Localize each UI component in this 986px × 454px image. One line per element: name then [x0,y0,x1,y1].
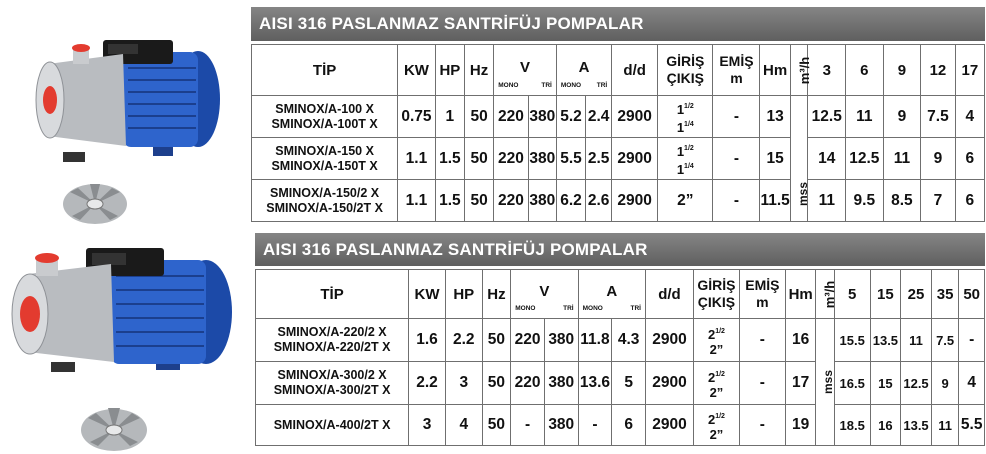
kw-value: 1.1 [398,180,436,222]
section-title: AISI 316 PASLANMAZ SANTRİFÜJ POMPALAR [251,7,985,41]
v-tri-value: 380 [544,319,578,362]
hm-value: 16 [785,319,816,362]
port-size: 2” [658,180,713,222]
header-hz: Hz [464,45,493,96]
a-mono-value: 5.2 [556,96,585,138]
head-value: 9.5 [846,180,884,222]
kw-value: 0.75 [398,96,436,138]
table-row [252,180,985,222]
rpm-value: 2900 [612,138,658,180]
head-value: 11 [931,405,959,446]
head-value: 13.5 [901,405,932,446]
hm-value: 13 [760,96,790,138]
hp-value: 4 [445,405,482,446]
a-mono-value: 11.8 [578,319,612,362]
header-tip: TİP [252,45,398,96]
header-suction: EMİŞ m [739,270,785,319]
v-mono-value: - [511,405,545,446]
suction-value: - [713,138,760,180]
head-value: 16.5 [834,362,870,405]
header-flow-2: 6 [846,45,884,96]
hz-value: 50 [482,319,511,362]
model-name: SMINOX/A-400/2T X [256,405,409,446]
spec-section-1 [251,7,985,222]
hm-value: 17 [785,362,816,405]
header-flow-5: 17 [955,45,984,96]
suction-value: - [739,319,785,362]
v-mono-value: 220 [494,96,528,138]
v-tri-value: 380 [528,138,556,180]
suction-value: - [739,362,785,405]
port-size: $1^{1/2}$ $1^{1/4}$ [658,138,713,180]
header-hm: Hm [760,45,790,96]
table-row [252,96,985,138]
a-tri-value: 5 [612,362,646,405]
pump-image-2 [6,244,246,384]
header-hz: Hz [482,270,511,319]
head-value: 4 [955,96,984,138]
model-name: SMINOX/A-150 X SMINOX/A-150T X [252,138,398,180]
hz-value: 50 [464,138,493,180]
head-value: 18.5 [834,405,870,446]
head-value: 11 [901,319,932,362]
header-suction: EMİŞ m [713,45,760,96]
hp-value: 1 [435,96,464,138]
head-value: 11 [808,180,846,222]
head-value: 9 [931,362,959,405]
hz-value: 50 [482,405,511,446]
head-value: 4 [959,362,985,405]
hp-value: 1.5 [435,138,464,180]
v-tri-value: 380 [528,180,556,222]
hp-value: 3 [445,362,482,405]
v-tri-value: 380 [544,362,578,405]
header-hm: Hm [785,270,816,319]
v-mono-value: 220 [511,362,545,405]
hz-value: 50 [464,180,493,222]
a-tri-value: 2.4 [586,96,612,138]
spec-table-2 [255,269,985,446]
hz-value: 50 [464,96,493,138]
suction-value: - [713,96,760,138]
rpm-value: 2900 [612,96,658,138]
a-tri-value: 2.5 [586,138,612,180]
kw-value: 3 [409,405,446,446]
a-mono-value: 5.5 [556,138,585,180]
header-v: V MONO TRİ [494,45,557,96]
head-value: 9 [921,138,955,180]
section-title: AISI 316 PASLANMAZ SANTRİFÜJ POMPALAR [255,233,985,266]
mss-label: mss [790,96,808,222]
rpm-value: 2900 [645,405,693,446]
head-value: - [959,319,985,362]
kw-value: 2.2 [409,362,446,405]
kw-value: 1.6 [409,319,446,362]
header-kw: KW [398,45,436,96]
head-value: 6 [955,138,984,180]
header-flow-unit: m³/h [790,45,808,96]
a-mono-value: - [578,405,612,446]
v-mono-value: 220 [494,138,528,180]
header-flow-5: 50 [959,270,985,319]
kw-value: 1.1 [398,138,436,180]
head-value: 5.5 [959,405,985,446]
header-flow-4: 35 [931,270,959,319]
model-name: SMINOX/A-100 X SMINOX/A-100T X [252,96,398,138]
hm-value: 19 [785,405,816,446]
model-name: SMINOX/A-300/2 X SMINOX/A-300/2T X [256,362,409,405]
header-flow-2: 15 [870,270,901,319]
v-tri-value: 380 [528,96,556,138]
v-tri-value: 380 [544,405,578,446]
header-hp: HP [435,45,464,96]
a-tri-value: 4.3 [612,319,646,362]
table-row [252,138,985,180]
rpm-value: 2900 [645,362,693,405]
hp-value: 1.5 [435,180,464,222]
table-row [256,405,985,446]
port-size: $2^{1/2}$ 2” [693,405,739,446]
model-name: SMINOX/A-220/2 X SMINOX/A-220/2T X [256,319,409,362]
header-a: A MONO TRİ [556,45,611,96]
mss-label: mss [816,319,834,446]
head-value: 16 [870,405,901,446]
header-rpm: d/d [612,45,658,96]
header-flow-1: 3 [808,45,846,96]
suction-value: - [739,405,785,446]
impeller-image-2 [78,398,150,452]
suction-value: - [713,180,760,222]
port-size: $1^{1/2}$ $1^{1/4}$ [658,96,713,138]
header-hp: HP [445,270,482,319]
head-value: 9 [883,96,921,138]
table-row [256,319,985,362]
a-tri-value: 6 [612,405,646,446]
head-value: 14 [808,138,846,180]
impeller-image-1 [60,178,130,226]
head-value: 7 [921,180,955,222]
rpm-value: 2900 [645,319,693,362]
rpm-value: 2900 [612,180,658,222]
spec-section-2 [255,233,985,446]
port-size: $2^{1/2}$ 2” [693,362,739,405]
hp-value: 2.2 [445,319,482,362]
a-mono-value: 6.2 [556,180,585,222]
pump-image-1 [28,34,243,169]
head-value: 13.5 [870,319,901,362]
header-tip: TİP [256,270,409,319]
a-mono-value: 13.6 [578,362,612,405]
hm-value: 15 [760,138,790,180]
hm-value: 11.5 [760,180,790,222]
header-a: A MONO TRİ [578,270,645,319]
head-value: 15.5 [834,319,870,362]
head-value: 12.5 [846,138,884,180]
head-value: 15 [870,362,901,405]
header-flow-4: 12 [921,45,955,96]
header-flow-3: 9 [883,45,921,96]
v-mono-value: 220 [511,319,545,362]
v-mono-value: 220 [494,180,528,222]
head-value: 11 [883,138,921,180]
port-size: $2^{1/2}$ 2” [693,319,739,362]
hz-value: 50 [482,362,511,405]
head-value: 8.5 [883,180,921,222]
head-value: 12.5 [901,362,932,405]
header-flow-1: 5 [834,270,870,319]
header-inlet-outlet: GİRİŞ ÇIKIŞ [693,270,739,319]
model-name: SMINOX/A-150/2 X SMINOX/A-150/2T X [252,180,398,222]
head-value: 12.5 [808,96,846,138]
head-value: 6 [955,180,984,222]
a-tri-value: 2.6 [586,180,612,222]
header-flow-3: 25 [901,270,932,319]
head-value: 11 [846,96,884,138]
head-value: 7.5 [921,96,955,138]
header-rpm: d/d [645,270,693,319]
header-flow-unit: m³/h [816,270,834,319]
spec-table-1 [251,44,985,222]
table-row [256,362,985,405]
header-inlet-outlet: GİRİŞ ÇIKIŞ [658,45,713,96]
head-value: 7.5 [931,319,959,362]
header-v: V MONO TRİ [511,270,578,319]
header-kw: KW [409,270,446,319]
